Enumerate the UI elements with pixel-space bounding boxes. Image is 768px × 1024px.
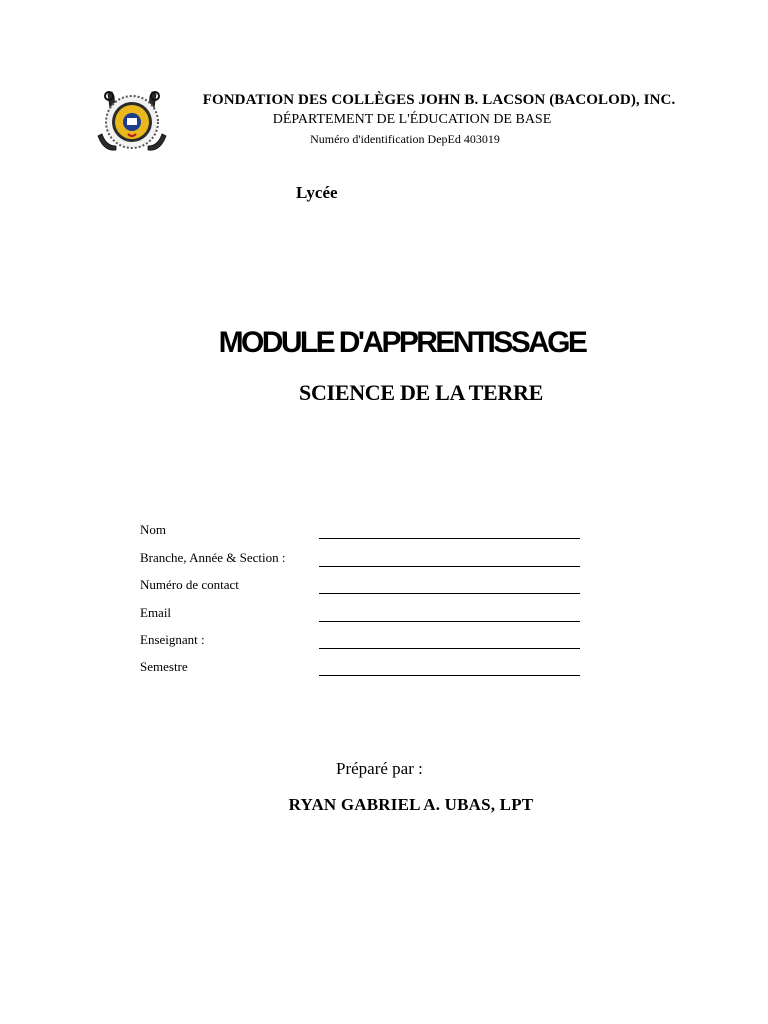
subject-title: SCIENCE DE LA TERRE	[299, 380, 543, 405]
field-label: Numéro de contact	[140, 577, 239, 592]
deped-id: Numéro d'identification DepEd 403019	[310, 132, 500, 146]
field-teacher	[140, 632, 580, 652]
field-label: Enseignant :	[140, 632, 205, 647]
semester-blank-line[interactable]	[319, 675, 580, 676]
branch-blank-line[interactable]	[319, 566, 580, 567]
contact-blank-line[interactable]	[319, 593, 580, 594]
school-level: Lycée	[296, 183, 338, 202]
prepared-by-label: Préparé par :	[336, 759, 423, 778]
teacher-blank-line[interactable]	[319, 648, 580, 649]
institution-name: FONDATION DES COLLÈGES JOHN B. LACSON (BACOLOD), INC.	[202, 92, 676, 108]
field-branch-year-section	[140, 550, 580, 570]
field-email	[140, 605, 580, 625]
field-name	[140, 522, 580, 542]
field-contact-number	[140, 577, 580, 597]
department-name: DÉPARTEMENT DE L'ÉDUCATION DE BASE	[272, 112, 552, 127]
module-title: MODULE D'APPRENTISSAGE	[218, 326, 586, 359]
field-label: Branche, Année & Section :	[140, 550, 286, 565]
email-blank-line[interactable]	[319, 621, 580, 622]
field-label: Email	[140, 605, 172, 620]
field-label: Nom	[140, 522, 166, 537]
author-name: RYAN GABRIEL A. UBAS, LPT	[288, 795, 534, 814]
field-label: Semestre	[140, 659, 188, 674]
field-semester	[140, 659, 580, 679]
name-blank-line[interactable]	[319, 538, 580, 539]
